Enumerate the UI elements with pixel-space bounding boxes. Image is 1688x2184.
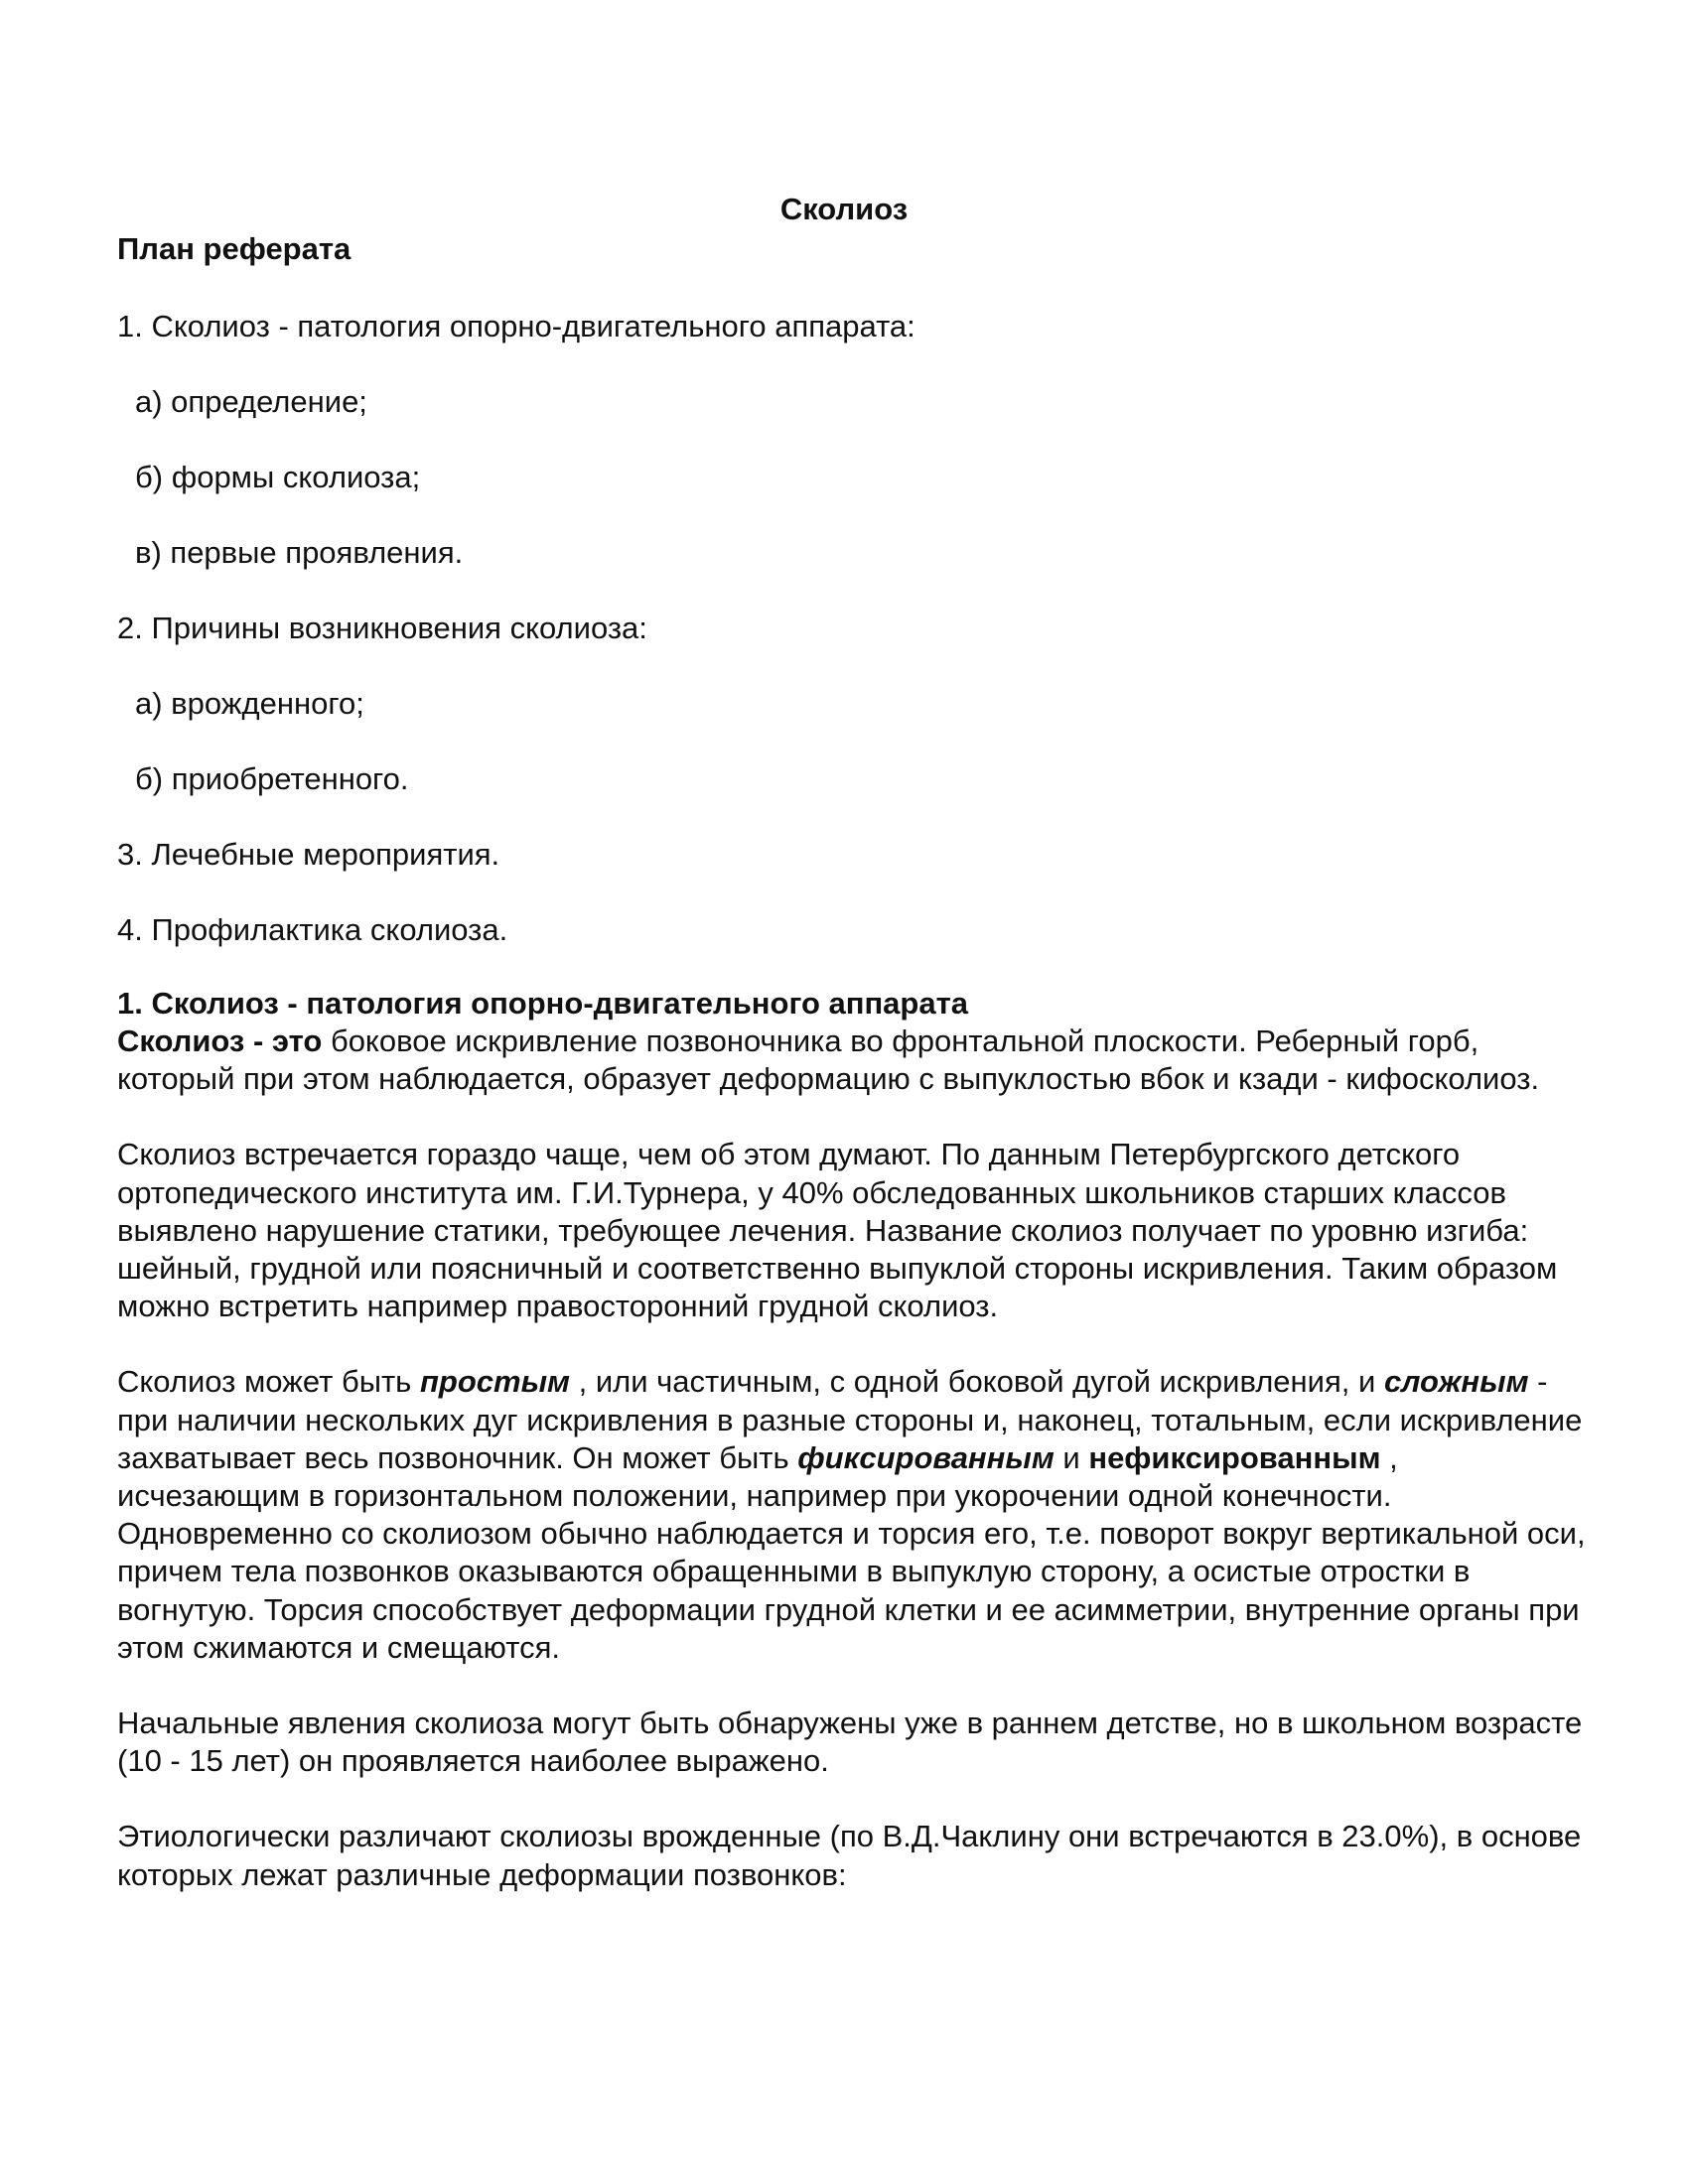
term-unfixed: нефиксированным [1088,1439,1381,1475]
paragraph-text: и [1054,1439,1089,1475]
paragraph-text: , или частичным, с одной боковой дугой искривления, и [569,1364,1384,1400]
paragraph-text: боковое искривление позвоночника во фронтальной плоскости. Реберный горб, который при этом наблюдается, образует деформацию с выпуклостью вбок и кзади - кифосколиоз. [117,1024,1540,1097]
plan-subitem: б) приобретенного. [135,761,409,796]
paragraph-prevalence: Сколиоз встречается гораздо чаще, чем об этом думают. По данным Петербургского детского ортопедического института им. Г.И.Турнера, у 40% обследованных школьников старших классов выявлено нарушение статики, требующее лечения. Название сколиоз получает по уровню изгиба: шейный, грудной или поясничный и соответственно выпуклой стороны искривления. Таким образом можно встретить например правосторонний грудной сколиоз. [117,1137,1558,1324]
paragraph-definition [117,1023,1587,1098]
paragraph-onset: Начальные явления сколиоза могут быть обнаружены уже в раннем детстве, но в школьном возрасте (10 - 15 лет) он проявляется наиболее выражено. [117,1706,1583,1779]
plan-item: 3. Лечебные мероприятия. [117,837,500,872]
document-body [117,985,1587,1932]
document-title: Сколиоз [779,192,909,226]
paragraph-etiology: Этиологически различают сколиозы врожденные (по В.Д.Чаклину они встречаются в 23.0%), в основе которых лежат различные деформации позвонков: [117,1819,1582,1892]
section-heading: 1. Сколиоз - патология опорно-двигательного аппарата [117,986,969,1021]
paragraph-text: Сколиоз может быть [117,1364,420,1400]
plan-subitem: а) определение; [135,384,367,419]
paragraph-forms [117,1363,1587,1667]
plan-subitem: б) формы сколиоза; [135,460,421,494]
plan-item: 4. Профилактика сколиоза. [117,912,508,947]
plan-item: 2. Причины возникновения сколиоза: [117,611,647,645]
paragraph-text: - при наличии нескольких дуг искривления в разные стороны и, наконец, тотальным, если искривление захватывает весь позвоночник. Он может быть [117,1364,1583,1475]
plan-item: 1. Сколиоз - патология опорно-двигательного аппарата: [117,309,915,343]
paragraph-text: , исчезающим в горизонтальном положении, например при укорочении одной конечности. Одновременно со сколиозом обычно наблюдается и торсия его, т.е. поворот вокруг вертикальной оси, причем тела позвонков оказываются обращенными в выпуклую сторону, а осистые отростки в вогнутую. Торсия способствует деформации грудной клетки и ее асимметрии, внутренние органы при этом сжимаются и смещаются. [117,1439,1586,1665]
term-simple: простым [419,1364,570,1400]
term-complex: сложным [1383,1364,1529,1400]
plan-heading: План реферата [117,231,352,266]
definition-term: Сколиоз - это [117,1024,323,1058]
plan-subitem: а) врожденного; [135,686,364,721]
plan-subitem: в) первые проявления. [135,535,464,570]
plan-list [117,308,1587,987]
term-fixed: фиксированным [797,1439,1055,1475]
